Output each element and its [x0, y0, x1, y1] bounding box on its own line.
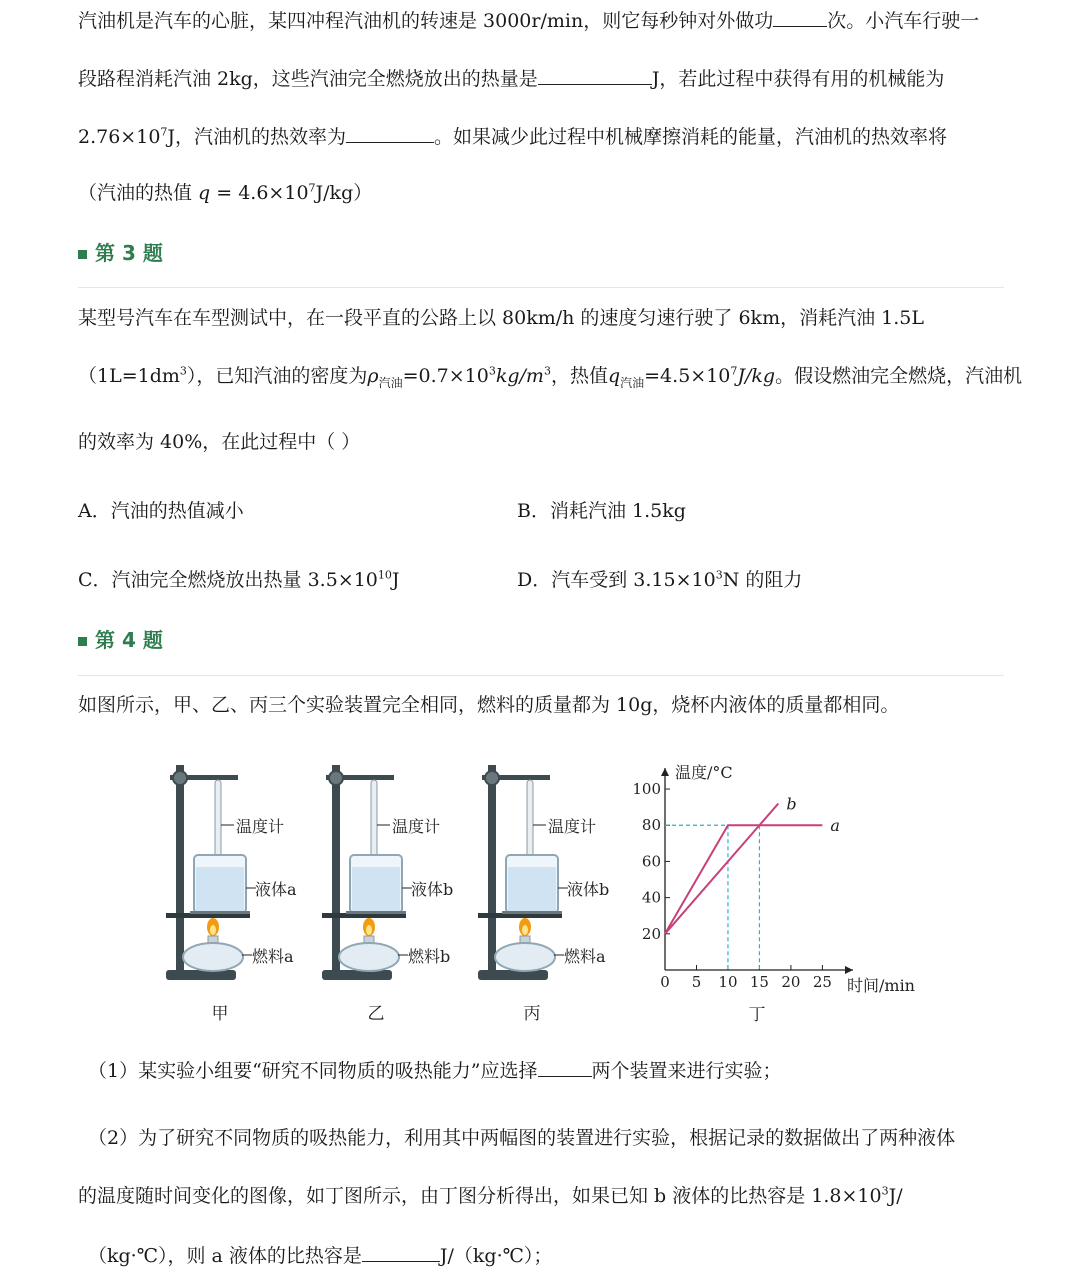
stand-rod [176, 765, 184, 975]
exponent: 7 [730, 364, 738, 378]
q3-line-1: 某型号汽车在车型测试中，在一段平直的公路上以 80km/h 的速度匀速行驶了 6km，消耗汽油 1.5L [78, 307, 924, 329]
stand-rod [488, 765, 496, 975]
alcohol-lamp-icon [183, 943, 243, 971]
thermometer-label: 温度计 [548, 817, 597, 836]
answer-blank[interactable] [346, 126, 434, 143]
x-tick-label: 15 [749, 973, 769, 991]
y-tick-label: 60 [641, 852, 661, 871]
figure-caption: 丙 [523, 1004, 541, 1024]
text: J，若此过程中获得有用的机械能为 [651, 68, 945, 90]
option-a[interactable]: A．汽油的热值减小 [78, 500, 244, 522]
x-tick-label: 0 [660, 973, 670, 991]
text: =4.5×10 [644, 365, 731, 387]
q2-line-4 [78, 181, 373, 204]
q4-sub-2-line-3 [88, 1245, 552, 1266]
text: J [391, 569, 400, 591]
text: J，汽油机的热效率为 [167, 126, 347, 148]
fuel-label: 燃料b [408, 947, 451, 966]
square-bullet-icon [78, 637, 87, 646]
exponent: 7 [160, 125, 168, 139]
unit: kg/m [495, 365, 544, 387]
x-tick-label: 5 [691, 973, 702, 991]
subscript: 汽油 [620, 375, 645, 390]
x-tick-label: 20 [781, 973, 801, 991]
flame-core [522, 925, 528, 935]
answer-blank[interactable] [362, 1245, 440, 1262]
text: C．汽油完全燃烧放出热量 3.5×10 [78, 569, 378, 591]
q2-line-1 [78, 10, 979, 31]
clamp-knob [485, 771, 499, 785]
text: 汽油机是汽车的心脏，某四冲程汽油机的转速是 3000r/min，则它每秒钟对外做功 [78, 10, 774, 32]
wire-gauze [502, 911, 562, 914]
answer-blank[interactable] [538, 1060, 592, 1077]
answer-blank[interactable] [538, 68, 652, 85]
y-axis-label: 温度/°C [675, 763, 733, 782]
q3-heading [78, 243, 163, 263]
text: （1L=1dm [78, 365, 180, 387]
option-b[interactable]: B．消耗汽油 1.5kg [517, 500, 686, 522]
heading-text: 第 3 题 [95, 241, 163, 265]
thermometer-label: 温度计 [236, 817, 285, 836]
y-tick-label: 100 [632, 780, 661, 799]
figure-caption: 丁 [748, 1005, 766, 1025]
text: 的温度随时间变化的图像，如丁图所示，由丁图分析得出，如果已知 b 液体的比热容是 1.8×10 [78, 1185, 882, 1207]
fuel-label: 燃料a [564, 947, 606, 966]
q4-sub-2-line-1: （2）为了研究不同物质的吸热能力，利用其中两幅图的装置进行实验，根据记录的数据做出了两种液体 [88, 1127, 956, 1149]
q2-line-3 [78, 126, 947, 147]
alcohol-lamp-icon [339, 943, 399, 971]
figure-caption: 甲 [211, 1004, 229, 1024]
text: N 的阻力 [722, 569, 803, 591]
q4-heading [78, 630, 163, 650]
liquid [196, 867, 244, 911]
fuel-label: 燃料a [252, 947, 294, 966]
wire-gauze [346, 911, 406, 914]
exponent: 3 [488, 364, 496, 378]
text: 段路程消耗汽油 2kg，这些汽油完全燃烧放出的热量是 [78, 68, 538, 90]
q3-line-2 [78, 364, 1023, 390]
thermometer-label: 温度计 [392, 817, 441, 836]
temperature-time-graph [632, 763, 915, 1025]
text: J/ [888, 1185, 903, 1207]
q3-line-3: 的效率为 40%，在此过程中（ ） [78, 431, 361, 453]
text: 。假设燃油完全燃烧，汽油机 [775, 365, 1023, 387]
liquid-label: 液体b [567, 880, 610, 899]
text: （kg·℃），则 a 液体的比热容是 [88, 1245, 362, 1267]
x-axis-label: 时间/min [847, 976, 915, 995]
text: =0.7×10 [402, 365, 489, 387]
unit: J/kg [737, 365, 776, 387]
answer-blank[interactable] [773, 10, 827, 27]
y-tick-label: 20 [641, 924, 661, 943]
stand-rod [332, 765, 340, 975]
x-tick-label: 25 [812, 973, 832, 991]
text: ，热值 [550, 365, 608, 387]
text: 两个装置来进行实验； [591, 1060, 782, 1082]
series-line-b [665, 804, 778, 934]
apparatus-jia [166, 765, 297, 1024]
apparatus-bing [478, 765, 609, 1024]
y-tick-label: 40 [641, 888, 661, 907]
text: D．汽车受到 3.15×10 [517, 569, 716, 591]
exponent: 3 [179, 364, 187, 378]
q4-sub-2-line-2 [78, 1184, 903, 1207]
q4-sub-1 [88, 1060, 782, 1081]
liquid-label: 液体b [411, 880, 454, 899]
apparatus-yi [322, 765, 453, 1024]
symbol-q: q [607, 365, 621, 387]
text: （1）某实验小组要“研究不同物质的吸热能力”应选择 [88, 1060, 538, 1082]
q2-line-2 [78, 68, 944, 89]
x-tick-label: 10 [718, 973, 738, 991]
text: （汽油的热值 [78, 182, 199, 204]
option-c[interactable] [78, 568, 400, 591]
series-label-b: b [786, 794, 797, 814]
liquid [508, 867, 556, 911]
exponent: 7 [308, 181, 316, 195]
text: 。如果减少此过程中机械摩擦消耗的能量，汽油机的热效率将 [434, 126, 948, 148]
flame-core [366, 925, 372, 935]
flame-core [210, 925, 216, 935]
clamp-knob [173, 771, 187, 785]
liquid [352, 867, 400, 911]
text: = 4.6×10 [210, 182, 309, 204]
exponent: 3 [543, 364, 551, 378]
text: ），已知汽油的密度为 [186, 365, 368, 387]
heading-text: 第 4 题 [95, 628, 163, 652]
symbol-rho: ρ [367, 365, 379, 387]
text: 2.76×10 [78, 126, 161, 148]
clamp-knob [329, 771, 343, 785]
option-d[interactable] [517, 568, 803, 591]
exponent: 3 [715, 568, 723, 582]
y-axis-arrow-icon [661, 768, 669, 776]
figure-caption: 乙 [367, 1004, 385, 1024]
x-axis-arrow-icon [845, 966, 853, 974]
divider [78, 675, 1004, 676]
divider [78, 287, 1004, 288]
series-label-a: a [830, 816, 840, 836]
exponent: 10 [377, 568, 392, 582]
alcohol-lamp-icon [495, 943, 555, 971]
y-tick-label: 80 [641, 816, 661, 835]
q4-line-1: 如图所示，甲、乙、丙三个实验装置完全相同，燃料的质量都为 10g，烧杯内液体的质量都相同。 [78, 694, 900, 716]
wire-gauze [190, 911, 250, 914]
series-line-a [665, 825, 822, 934]
subscript: 汽油 [378, 375, 403, 390]
exponent: 3 [881, 1184, 889, 1198]
text: 次。小汽车行驶一 [827, 10, 980, 32]
text: J/（kg·℃）； [439, 1245, 553, 1267]
square-bullet-icon [78, 250, 87, 259]
text: J/kg） [315, 182, 373, 204]
liquid-label: 液体a [255, 880, 297, 899]
symbol-q: q [198, 182, 211, 204]
experiment-figure [0, 745, 1080, 1045]
